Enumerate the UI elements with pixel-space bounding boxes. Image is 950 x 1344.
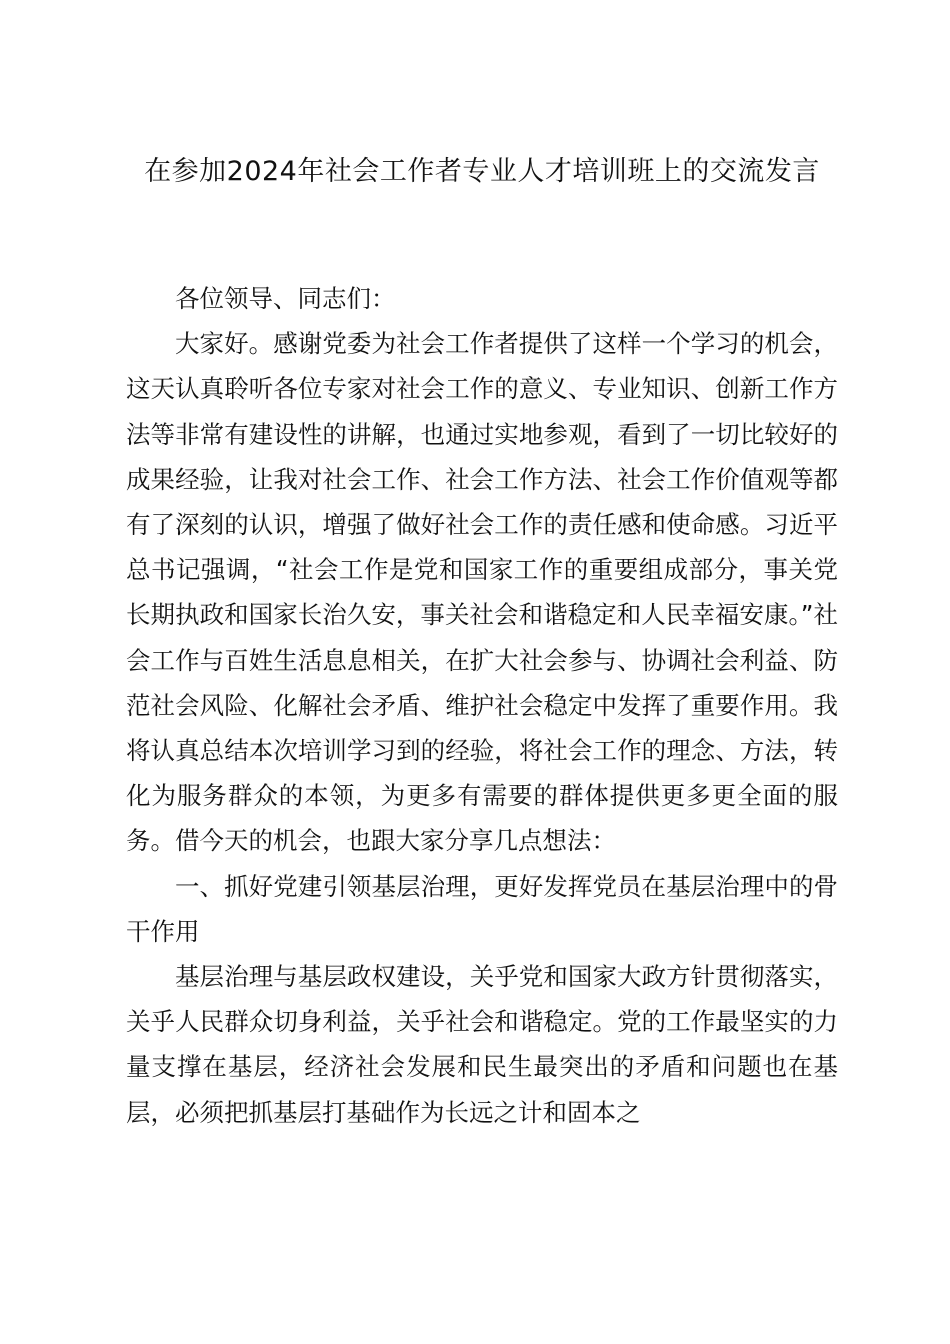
section-paragraph: 基层治理与基层政权建设，关乎党和国家大政方针贯彻落实，关乎人民群众切身利益，关乎社会和谐稳定。党的工作最坚实的力量支撑在基层，经济社会发展和民生最突出的矛盾和问题也在基层，必须把抓基层打基础作为长远之计和固本之	[126, 962, 838, 1127]
document-title: 在参加2024年社会工作者专业人才培训班上的交流发言	[144, 156, 820, 187]
section-heading: 一、抓好党建引领基层治理，更好发挥党员在基层治理中的骨干作用	[126, 871, 838, 946]
document-body	[126, 276, 838, 1135]
salutation: 各位领导、同志们：	[175, 284, 396, 313]
opening-paragraph: 大家好。感谢党委为社会工作者提供了这样一个学习的机会，这天认真聆听各位专家对社会工作的意义、专业知识、创新工作方法等非常有建设性的讲解，也通过实地参观，看到了一切比较好的成果经验，让我对社会工作、社会工作方法、社会工作价值观等都有了深刻的认识，增强了做好社会工作的责任感和使命感。习近平总书记强调，“社会工作是党和国家工作的重要组成部分，事关党长期执政和国家长治久安，事关社会和谐稳定和人民幸福安康。”社会工作与百姓生活息息相关，在扩大社会参与、协调社会利益、防范社会风险、化解社会矛盾、维护社会稳定中发挥了重要作用。我将认真总结本次培训学习到的经验，将社会工作的理念、方法，转化为服务群众的本领，为更多有需要的群体提供更多更全面的服务。借今天的机会，也跟大家分享几点想法：	[126, 329, 838, 856]
